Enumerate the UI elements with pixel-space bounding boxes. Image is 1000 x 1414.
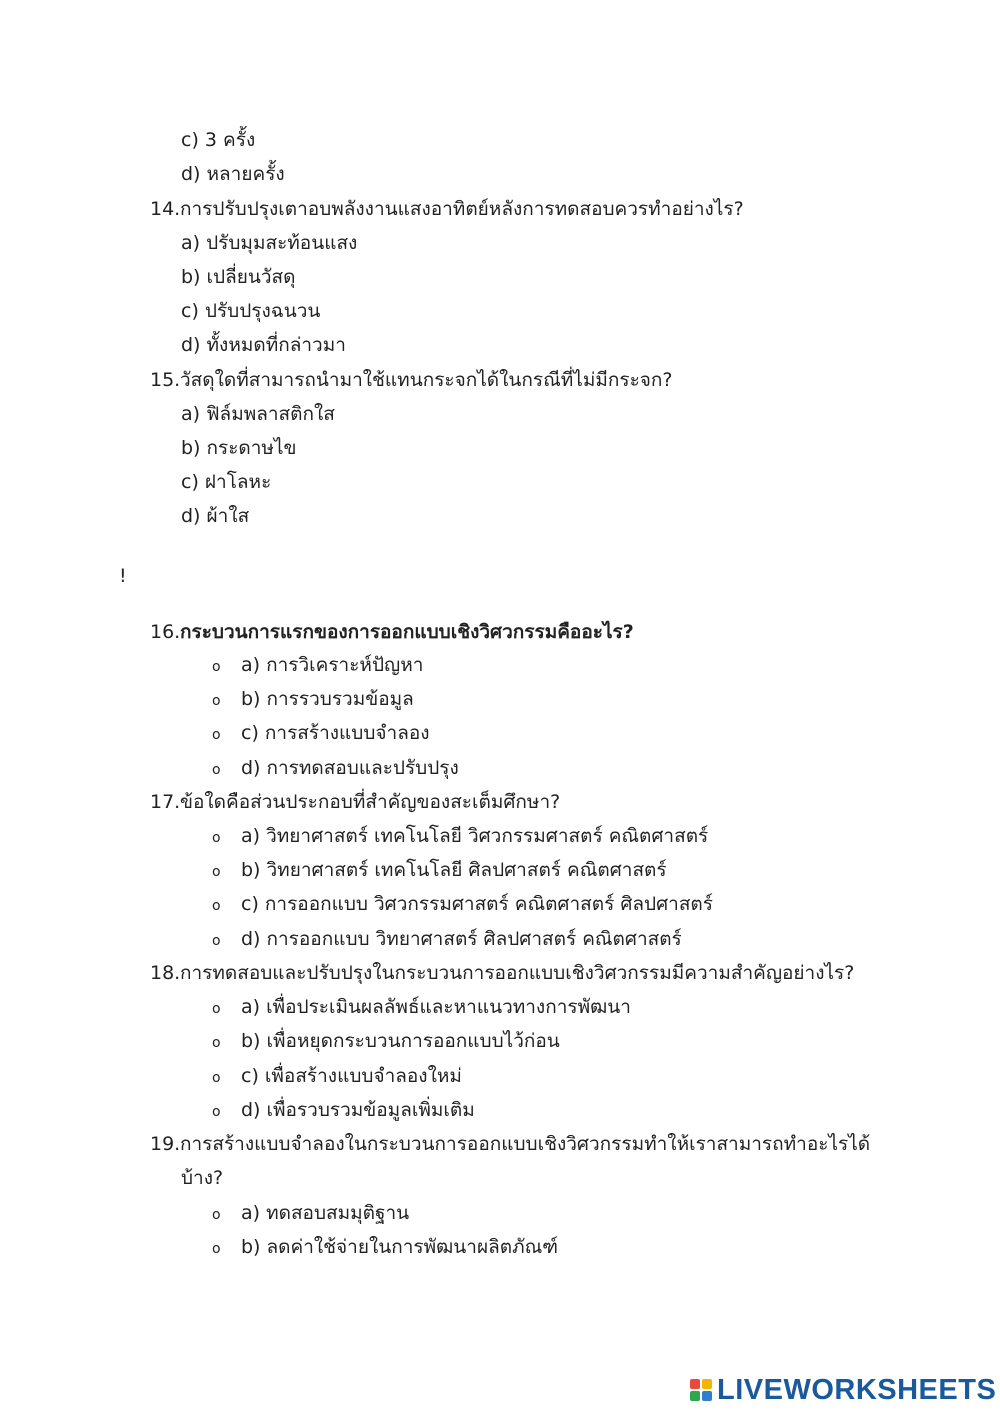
question-number: 14. xyxy=(150,198,181,220)
bullet-icon: o xyxy=(212,727,221,743)
question-number: 18. xyxy=(150,962,181,984)
separator-mark: ! xyxy=(119,565,127,587)
question-text: การทดสอบและปรับปรุงในกระบวนการออกแบบเชิงวิศวกรรมมีความสำคัญอย่างไร? xyxy=(180,962,855,984)
liveworksheets-logo xyxy=(690,1372,996,1408)
q19-option-b: b) ลดค่าใช้จ่ายในการพัฒนาผลิตภัณฑ์ xyxy=(241,1236,559,1258)
q17-option-a: a) วิทยาศาสตร์ เทคโนโลยี วิศวกรรมศาสตร์ คณิตศาสตร์ xyxy=(241,825,709,847)
q14-option-d: d) ทั้งหมดที่กล่าวมา xyxy=(181,334,346,356)
question-text: วัสดุใดที่สามารถนำมาใช้แทนกระจกได้ในกรณีที่ไม่มีกระจก? xyxy=(180,369,673,391)
q14-option-a: a) ปรับมุมสะท้อนแสง xyxy=(181,232,358,254)
question-number: 19. xyxy=(150,1133,181,1155)
logo-mark-icon xyxy=(690,1379,712,1401)
q16-option-b: b) การรวบรวมข้อมูล xyxy=(241,688,414,710)
q16-option-d: d) การทดสอบและปรับปรุง xyxy=(241,757,459,779)
q18-option-c: c) เพื่อสร้างแบบจำลองใหม่ xyxy=(241,1065,462,1087)
bullet-icon: o xyxy=(212,1070,221,1086)
q18-option-a: a) เพื่อประเมินผลลัพธ์และหาแนวทางการพัฒนา xyxy=(241,996,631,1018)
question-16 xyxy=(150,619,634,645)
question-text: กระบวนการแรกของการออกแบบเชิงวิศวกรรมคืออะไร? xyxy=(180,621,634,643)
q15-option-b: b) กระดาษไข xyxy=(181,437,297,459)
question-number: 17. xyxy=(150,791,181,813)
question-number: 16. xyxy=(150,621,181,643)
bullet-icon: o xyxy=(212,693,221,709)
bullet-icon: o xyxy=(212,1241,221,1257)
bullet-icon: o xyxy=(212,864,221,880)
bullet-icon: o xyxy=(212,1207,221,1223)
question-text: ข้อใดคือส่วนประกอบที่สำคัญของสะเต็มศึกษา? xyxy=(180,791,561,813)
q17-option-d: d) การออกแบบ วิทยาศาสตร์ ศิลปศาสตร์ คณิตศาสตร์ xyxy=(241,928,682,950)
q16-option-c: c) การสร้างแบบจำลอง xyxy=(241,722,430,744)
q19-option-a: a) ทดสอบสมมุติฐาน xyxy=(241,1202,410,1224)
q13-option-d: d) หลายครั้ง xyxy=(181,163,285,185)
question-17 xyxy=(150,789,560,815)
logo-text: LIVEWORKSHEETS xyxy=(717,1373,997,1406)
bullet-icon: o xyxy=(212,1035,221,1051)
logo-mark-square xyxy=(702,1391,712,1401)
bullet-icon: o xyxy=(212,1001,221,1017)
q14-option-b: b) เปลี่ยนวัสดุ xyxy=(181,266,296,288)
bullet-icon: o xyxy=(212,898,221,914)
bullet-icon: o xyxy=(212,762,221,778)
bullet-icon: o xyxy=(212,1104,221,1120)
question-15 xyxy=(150,367,673,393)
logo-mark-square xyxy=(690,1391,700,1401)
question-number: 15. xyxy=(150,369,181,391)
q17-option-b: b) วิทยาศาสตร์ เทคโนโลยี ศิลปศาสตร์ คณิตศาสตร์ xyxy=(241,859,667,881)
logo-mark-square xyxy=(702,1379,712,1389)
q15-option-d: d) ผ้าใส xyxy=(181,505,250,527)
q15-option-a: a) ฟิล์มพลาสติกใส xyxy=(181,403,335,425)
question-19 xyxy=(150,1131,870,1157)
question-19-continued: บ้าง? xyxy=(181,1167,224,1189)
logo-mark-square xyxy=(690,1379,700,1389)
question-18 xyxy=(150,960,854,986)
q18-option-b: b) เพื่อหยุดกระบวนการออกแบบไว้ก่อน xyxy=(241,1030,560,1052)
question-text: การปรับปรุงเตาอบพลังงานแสงอาทิตย์หลังการทดสอบควรทำอย่างไร? xyxy=(180,198,744,220)
q17-option-c: c) การออกแบบ วิศวกรรมศาสตร์ คณิตศาสตร์ ศิลปศาสตร์ xyxy=(241,893,713,915)
question-14 xyxy=(150,196,744,222)
q18-option-d: d) เพื่อรวบรวมข้อมูลเพิ่มเติม xyxy=(241,1099,475,1121)
bullet-icon: o xyxy=(212,933,221,949)
q14-option-c: c) ปรับปรุงฉนวน xyxy=(181,300,321,322)
q15-option-c: c) ฝาโลหะ xyxy=(181,471,272,493)
question-text: การสร้างแบบจำลองในกระบวนการออกแบบเชิงวิศวกรรมทำให้เราสามารถทำอะไรได้ xyxy=(180,1133,871,1155)
q13-option-c: c) 3 ครั้ง xyxy=(181,129,256,151)
bullet-icon: o xyxy=(212,830,221,846)
bullet-icon: o xyxy=(212,659,221,675)
q16-option-a: a) การวิเคราะห์ปัญหา xyxy=(241,654,424,676)
